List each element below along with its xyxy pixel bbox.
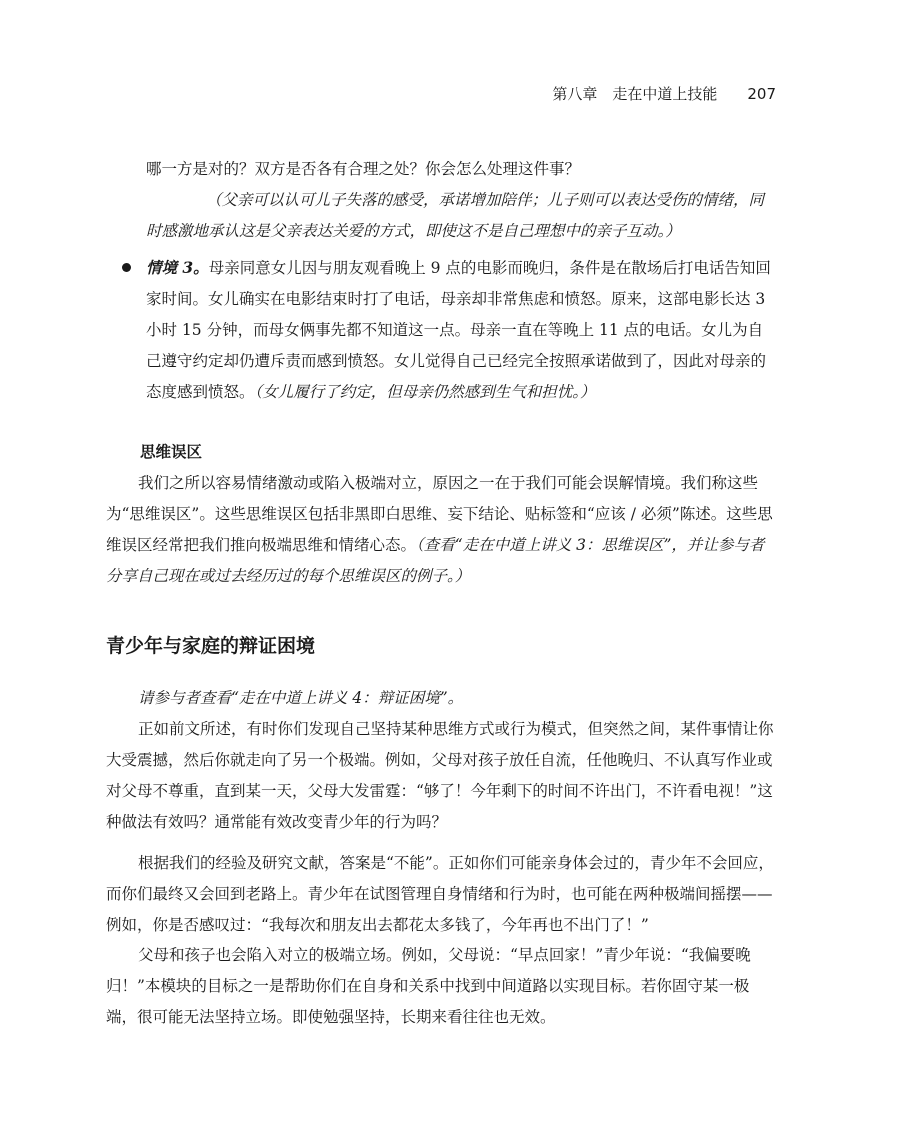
case-answer-note: （父亲可以认可儿子失落的感受，承诺增加陪伴；儿子则可以表达受伤的情绪，同时感激地承认这是父亲表达关爱的方式，即使这不是自己理想中的亲子互动。）	[146, 191, 765, 240]
bullet-icon	[122, 263, 131, 272]
scenario-text: 母亲同意女儿因与朋友观看晚上 9 点的电影而晚归，条件是在散场后打电话告知回家时间。女儿确实在电影结束时打了电话，母亲却非常焦虑和愤怒。原来，这部电影长达 3 小时 15 分钟，而母女俩事先都不知道这一点。母亲一直在等晚上 11 点的电话。女儿为自己遵守约定却仍遭斥责而感到愤怒。女儿觉得自己已经完全按照承诺做到了，因此对母亲的态度感到愤怒。	[146, 259, 771, 401]
handout-instruction: 请参与者查看“走在中道上讲义 4：辩证困境”。	[138, 689, 464, 707]
dilemma-paragraph-2: 根据我们的经验及研究文献，答案是“不能”。正如你们可能亲身体会过的，青少年不会回应，而你们最终又会回到老路上。青少年在试图管理自身情绪和行为时，也可能在两种极端间摇摆——例如，你是否感叹过：“我每次和朋友出去都花太多钱了，今年再也不出门了！”	[106, 854, 774, 934]
scenario-note: （女儿履行了约定，但母亲仍然感到生气和担忧。）	[254, 383, 596, 401]
dilemma-paragraph-1: 正如前文所述，有时你们发现自己坚持某种思维方式或行为模式，但突然之间，某件事情让你大受震撼，然后你就走向了另一个极端。例如，父母对孩子放任自流，任他晚归、不认真写作业或对父母不尊重，直到某一天，父母大发雷霆：“够了！今年剩下的时间不许出门，不许看电视！”这种做法有效吗？通常能有效改变青少年的行为吗？	[106, 720, 774, 831]
page-number: 207	[747, 85, 776, 103]
chapter-title: 第八章 走在中道上技能	[552, 85, 718, 103]
running-header	[552, 84, 776, 104]
thinking-traps-paragraph	[106, 468, 776, 592]
thinking-traps-note: （查看“走在中道上讲义 3：思维误区”，并让参与者分享自己现在或过去经历过的每个思维误区的例子。）	[106, 536, 765, 585]
section-heading: 青少年与家庭的辩证困境	[106, 635, 316, 657]
thinking-traps-heading: 思维误区	[140, 443, 203, 461]
scenario-3-bullet	[106, 252, 776, 408]
dilemma-paragraph-3: 父母和孩子也会陷入对立的极端立场。例如，父母说：“早点回家！”青少年说：“我偏要晚归！”本模块的目标之一是帮助你们在自身和关系中找到中间道路以实现目标。若你固守某一极端，很可能无法坚持立场。即使勉强坚持，长期来看往往也无效。	[106, 946, 751, 1026]
thinking-traps-text: 我们之所以容易情绪激动或陷入极端对立，原因之一在于我们可能会误解情境。我们称这些为“思维误区”。这些思维误区包括非黑即白思维、妄下结论、贴标签和“应该 / 必须”陈述。这些思维误区经常把我们推向极端思维和情绪心态。	[106, 474, 773, 554]
scenario-label: 情境 3。	[146, 258, 209, 277]
case-question: 哪一方是对的？双方是否各有合理之处？你会怎么处理这件事？	[146, 160, 581, 178]
